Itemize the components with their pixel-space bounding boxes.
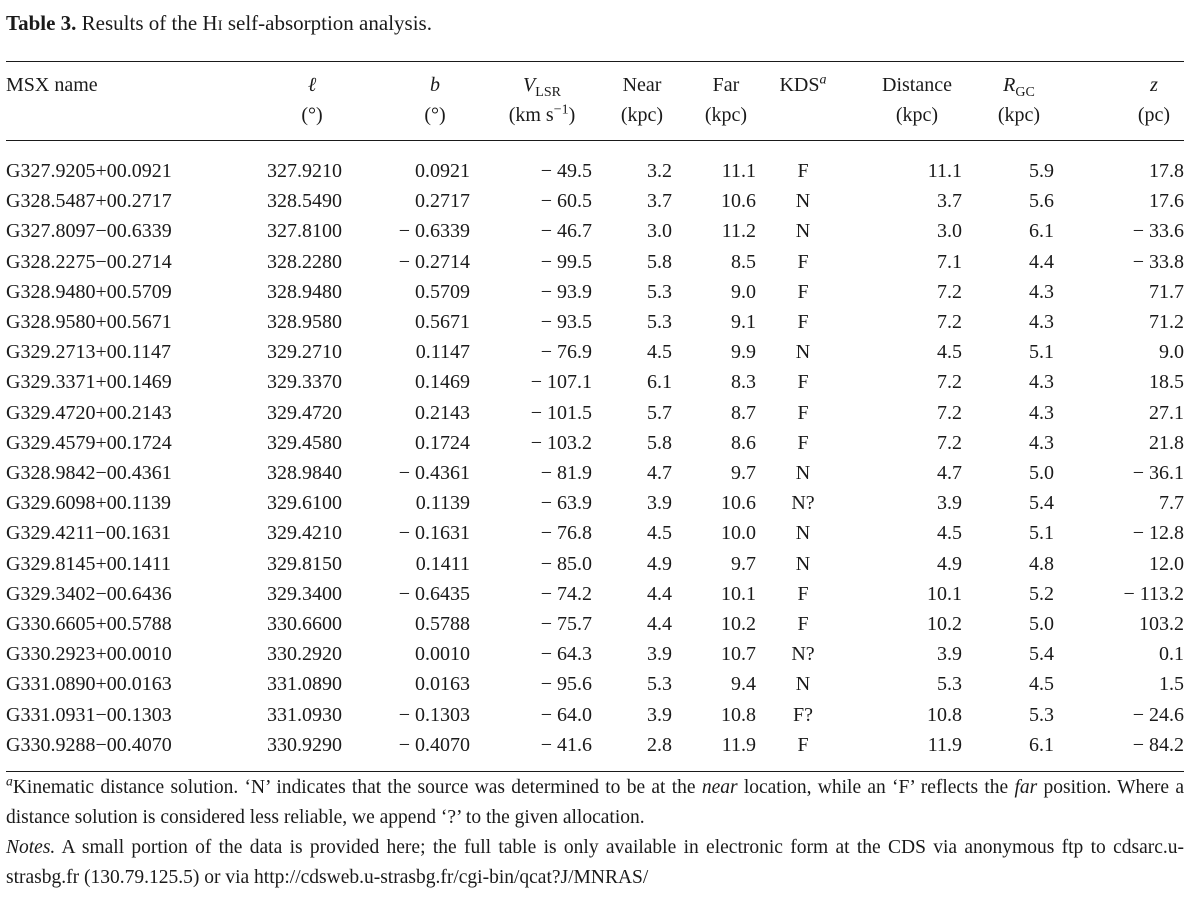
cell-vlsr: − 93.5 xyxy=(540,311,592,334)
footnote-a xyxy=(6,773,1184,833)
cell-b: − 0.4361 xyxy=(398,462,470,485)
cell-near: 3.0 xyxy=(647,220,672,243)
cell-l: 328.9580 xyxy=(267,311,342,334)
cell-z: 71.2 xyxy=(1149,311,1184,334)
cell-z: 0.1 xyxy=(1159,643,1184,666)
cell-distance: 7.1 xyxy=(937,250,962,273)
header-distance xyxy=(850,70,962,100)
cell-near: 4.9 xyxy=(647,552,672,575)
cell-distance: 7.2 xyxy=(937,431,962,454)
cell-distance: 3.9 xyxy=(937,643,962,666)
cell-z: 1.5 xyxy=(1159,673,1184,696)
cell-distance: 3.9 xyxy=(937,492,962,515)
cell-kds: N xyxy=(795,552,811,575)
notes-text: A small portion of the data is provided here; the full table is only available in electronic form at the CDS via anonymous ftp to cdsarc.u-strasbg.fr (130.79.125.5) or via http://cdsweb.u-strasbg.fr/cgi-bin/qcat?J/MNRAS/ xyxy=(6,837,1184,888)
cell-b: 0.1724 xyxy=(415,431,470,454)
table-row xyxy=(6,186,1184,216)
cell-z: 27.1 xyxy=(1149,401,1184,424)
cell-far: 9.7 xyxy=(731,552,756,575)
cell-vlsr: − 93.9 xyxy=(540,280,592,303)
cell-far: 9.0 xyxy=(731,280,756,303)
cell-l: 327.9210 xyxy=(267,160,342,182)
cell-z: − 84.2 xyxy=(1132,733,1184,756)
cell-vlsr: − 76.9 xyxy=(540,341,592,364)
cell-kds: F xyxy=(797,311,809,334)
header-vlsr-unit xyxy=(492,100,592,130)
header-distance-label: Distance xyxy=(882,74,952,96)
cell-far: 9.9 xyxy=(731,341,756,364)
cell-b: 0.1147 xyxy=(415,341,470,364)
cell-z: 71.7 xyxy=(1149,280,1184,303)
cell-kds: F xyxy=(797,431,809,454)
cell-rgc: 5.4 xyxy=(1029,492,1054,515)
cell-vlsr: − 64.0 xyxy=(540,703,592,726)
cell-vlsr: − 81.9 xyxy=(540,462,592,485)
caption-smallcaps: I xyxy=(217,18,223,34)
cell-kds: N xyxy=(795,190,811,213)
cell-msx-name: G328.5487+00.2717 xyxy=(6,190,172,213)
cell-z: − 36.1 xyxy=(1132,462,1184,485)
cell-far: 11.9 xyxy=(721,733,756,756)
cell-l: 329.4720 xyxy=(267,401,342,424)
header-row-1 xyxy=(6,70,1184,100)
cell-vlsr: − 75.7 xyxy=(540,613,592,636)
cell-b: 0.5709 xyxy=(415,280,470,303)
cell-rgc: 6.1 xyxy=(1029,733,1054,756)
cell-kds: F xyxy=(797,401,809,424)
cell-rgc: 5.4 xyxy=(1029,643,1054,666)
cell-distance: 7.2 xyxy=(937,311,962,334)
cell-msx-name: G327.9205+00.0921 xyxy=(6,160,172,182)
cell-far: 8.7 xyxy=(731,401,756,424)
cell-distance: 3.0 xyxy=(937,220,962,243)
cell-b: 0.1139 xyxy=(415,492,470,515)
cell-far: 10.7 xyxy=(721,643,756,666)
table-notes xyxy=(6,833,1184,893)
cell-l: 328.9840 xyxy=(267,462,342,485)
cell-msx-name: G329.8145+00.1411 xyxy=(6,552,171,575)
cell-rgc: 4.3 xyxy=(1029,371,1054,394)
caption-label: Table 3. xyxy=(6,11,77,35)
notes-label: Notes. xyxy=(6,837,56,858)
caption-text-before: Results of the H xyxy=(81,11,218,35)
cell-l: 331.0890 xyxy=(267,673,342,696)
cell-rgc: 6.1 xyxy=(1029,220,1054,243)
cell-vlsr: − 63.9 xyxy=(540,492,592,515)
cell-z: 18.5 xyxy=(1149,371,1184,394)
cell-vlsr: − 41.6 xyxy=(540,733,592,756)
cell-far: 10.0 xyxy=(721,522,756,545)
table-row xyxy=(6,156,1184,186)
header-b-unit: (°) xyxy=(424,104,446,126)
cell-z: 9.0 xyxy=(1159,341,1184,364)
cell-rgc: 5.1 xyxy=(1029,522,1054,545)
header-rgc xyxy=(962,70,1054,100)
table-row xyxy=(6,669,1184,699)
cell-msx-name: G328.9842−00.4361 xyxy=(6,462,172,485)
cell-far: 11.1 xyxy=(721,160,756,182)
cell-distance: 4.9 xyxy=(937,552,962,575)
table-body xyxy=(6,156,1184,760)
cell-kds: F xyxy=(797,160,809,182)
cell-distance: 11.1 xyxy=(927,160,962,182)
cell-l: 328.5490 xyxy=(267,190,342,213)
cell-near: 4.5 xyxy=(647,341,672,364)
cell-z: 12.0 xyxy=(1149,552,1184,575)
header-z-unit: (pc) xyxy=(1137,104,1171,126)
table-row xyxy=(6,488,1184,518)
header-v-symbol: V xyxy=(523,74,536,96)
cell-z: 21.8 xyxy=(1149,431,1184,454)
table-row xyxy=(6,549,1184,579)
cell-l: 329.4580 xyxy=(267,431,342,454)
header-z-symbol: z xyxy=(1150,74,1158,96)
cell-far: 8.6 xyxy=(731,431,756,454)
cell-msx-name: G331.0890+00.0163 xyxy=(6,673,172,696)
cell-msx-name: G327.8097−00.6339 xyxy=(6,220,172,243)
cell-distance: 10.1 xyxy=(927,582,962,605)
cell-b: − 0.6435 xyxy=(398,582,470,605)
header-rgc-unit: (kpc) xyxy=(997,104,1041,126)
cell-kds: F xyxy=(797,280,809,303)
cell-msx-name: G331.0931−00.1303 xyxy=(6,703,172,726)
cell-kds: F xyxy=(797,250,809,273)
cell-z: − 12.8 xyxy=(1132,522,1184,545)
table-row xyxy=(6,247,1184,277)
caption-text-after: self-absorption analysis. xyxy=(222,11,432,35)
table-bottom-rule xyxy=(6,771,1184,772)
table-row xyxy=(6,398,1184,428)
cell-kds: N xyxy=(795,220,811,243)
cell-z: − 24.6 xyxy=(1132,703,1184,726)
cell-b: 0.0163 xyxy=(415,673,470,696)
cell-near: 5.7 xyxy=(647,401,672,424)
cell-l: 328.9480 xyxy=(267,280,342,303)
cell-far: 8.3 xyxy=(731,371,756,394)
cell-rgc: 5.0 xyxy=(1029,462,1054,485)
cell-near: 5.3 xyxy=(647,311,672,334)
header-near xyxy=(592,70,672,100)
cell-z: 103.2 xyxy=(1139,613,1184,636)
cell-l: 328.2280 xyxy=(267,250,342,273)
footnote-text-1: Kinematic distance solution. ‘N’ indicates that the source was determined to be at the xyxy=(12,777,702,798)
cell-distance: 7.2 xyxy=(937,280,962,303)
cell-far: 10.8 xyxy=(721,703,756,726)
cell-z: 7.7 xyxy=(1159,492,1184,515)
table-row xyxy=(6,700,1184,730)
cell-near: 4.7 xyxy=(647,462,672,485)
cell-kds: F xyxy=(797,582,809,605)
cell-near: 5.3 xyxy=(647,673,672,696)
cell-rgc: 4.3 xyxy=(1029,401,1054,424)
cell-vlsr: − 85.0 xyxy=(540,552,592,575)
cell-distance: 10.8 xyxy=(927,703,962,726)
cell-near: 2.8 xyxy=(647,733,672,756)
cell-kds: N? xyxy=(791,643,815,666)
cell-l: 329.3370 xyxy=(267,371,342,394)
cell-kds: F? xyxy=(793,703,813,726)
header-rgc-label xyxy=(984,70,1054,100)
cell-vlsr: − 60.5 xyxy=(540,190,592,213)
table-row xyxy=(6,518,1184,548)
header-v-sub: LSR xyxy=(535,85,561,100)
cell-distance: 11.9 xyxy=(927,733,962,756)
cell-b: 0.5671 xyxy=(415,311,470,334)
header-vlsr-label xyxy=(492,70,592,100)
header-far xyxy=(672,70,756,100)
cell-b: 0.5788 xyxy=(415,613,470,636)
cell-vlsr: − 103.2 xyxy=(530,431,592,454)
cell-msx-name: G328.2275−00.2714 xyxy=(6,250,172,273)
cell-far: 9.1 xyxy=(731,311,756,334)
cell-b: − 0.1303 xyxy=(398,703,470,726)
cell-l: 331.0930 xyxy=(267,703,342,726)
header-v-unit-post: ) xyxy=(568,104,576,126)
cell-l: 329.6100 xyxy=(267,492,342,515)
cell-msx-name: G329.6098+00.1139 xyxy=(6,492,171,515)
cell-rgc: 5.1 xyxy=(1029,341,1054,364)
footnote-mark: a xyxy=(6,773,13,789)
table-caption xyxy=(6,8,432,41)
header-far-label: Far xyxy=(712,74,740,96)
cell-msx-name: G328.9580+00.5671 xyxy=(6,311,172,334)
cell-msx-name: G329.4211−00.1631 xyxy=(6,522,171,545)
cell-distance: 4.5 xyxy=(937,522,962,545)
cell-far: 11.2 xyxy=(721,220,756,243)
cell-vlsr: − 49.5 xyxy=(540,160,592,182)
header-near-label: Near xyxy=(622,74,662,96)
table-row xyxy=(6,337,1184,367)
cell-near: 4.4 xyxy=(647,582,672,605)
header-msx-name: MSX name xyxy=(6,74,98,96)
cell-vlsr: − 95.6 xyxy=(540,673,592,696)
table-header xyxy=(6,70,1184,156)
cell-l: 329.4210 xyxy=(267,522,342,545)
cell-msx-name: G329.2713+00.1147 xyxy=(6,341,171,364)
header-row-2 xyxy=(6,100,1184,140)
cell-distance: 7.2 xyxy=(937,371,962,394)
table-row xyxy=(6,367,1184,397)
cell-kds: N xyxy=(795,341,811,364)
table-row xyxy=(6,216,1184,246)
cell-kds: N xyxy=(795,673,811,696)
cell-far: 10.2 xyxy=(721,613,756,636)
cell-b: 0.1469 xyxy=(415,371,470,394)
table-row xyxy=(6,730,1184,760)
cell-rgc: 5.3 xyxy=(1029,703,1054,726)
cell-msx-name: G329.4720+00.2143 xyxy=(6,401,172,424)
cell-near: 3.9 xyxy=(647,703,672,726)
cell-b: 0.2717 xyxy=(415,190,470,213)
cell-near: 4.4 xyxy=(647,613,672,636)
cell-distance: 10.2 xyxy=(927,613,962,636)
header-v-unit-pre: (km s xyxy=(508,104,554,126)
cell-l: 330.2920 xyxy=(267,643,342,666)
cell-l: 330.9290 xyxy=(267,733,342,756)
cell-distance: 4.5 xyxy=(937,341,962,364)
cell-near: 3.7 xyxy=(647,190,672,213)
cell-vlsr: − 101.5 xyxy=(530,401,592,424)
cell-kds: N xyxy=(795,522,811,545)
cell-vlsr: − 99.5 xyxy=(540,250,592,273)
cell-b: − 0.6339 xyxy=(398,220,470,243)
cell-msx-name: G330.9288−00.4070 xyxy=(6,733,172,756)
table-row xyxy=(6,458,1184,488)
cell-distance: 7.2 xyxy=(937,401,962,424)
cell-rgc: 5.2 xyxy=(1029,582,1054,605)
cell-l: 329.3400 xyxy=(267,582,342,605)
cell-far: 10.6 xyxy=(721,492,756,515)
cell-near: 3.2 xyxy=(647,160,672,182)
cell-near: 3.9 xyxy=(647,643,672,666)
header-distance-unit: (kpc) xyxy=(895,104,939,126)
cell-l: 330.6600 xyxy=(267,613,342,636)
table-row xyxy=(6,579,1184,609)
cell-near: 4.5 xyxy=(647,522,672,545)
cell-rgc: 4.3 xyxy=(1029,311,1054,334)
header-b-symbol: b xyxy=(430,74,440,96)
cell-z: 17.6 xyxy=(1149,190,1184,213)
cell-b: − 0.4070 xyxy=(398,733,470,756)
cell-b: 0.2143 xyxy=(415,401,470,424)
header-v-unit-sup: −1 xyxy=(553,102,569,118)
cell-rgc: 4.5 xyxy=(1029,673,1054,696)
cell-kds: N xyxy=(795,462,811,485)
header-l-unit: (°) xyxy=(301,104,323,126)
header-z xyxy=(1054,70,1184,100)
cell-msx-name: G329.3371+00.1469 xyxy=(6,371,172,394)
cell-rgc: 4.3 xyxy=(1029,280,1054,303)
header-far-unit: (kpc) xyxy=(704,104,748,126)
cell-vlsr: − 74.2 xyxy=(540,582,592,605)
cell-kds: F xyxy=(797,733,809,756)
cell-distance: 5.3 xyxy=(937,673,962,696)
cell-rgc: 4.3 xyxy=(1029,431,1054,454)
cell-near: 3.9 xyxy=(647,492,672,515)
cell-vlsr: − 64.3 xyxy=(540,643,592,666)
header-kds-label: KDS xyxy=(779,74,820,96)
cell-z: − 33.6 xyxy=(1132,220,1184,243)
cell-z: − 113.2 xyxy=(1123,582,1184,605)
footnote-far-word: far xyxy=(1014,777,1038,798)
header-rgc-symbol: R xyxy=(1003,74,1016,96)
cell-msx-name: G330.6605+00.5788 xyxy=(6,613,172,636)
cell-far: 9.4 xyxy=(731,673,756,696)
table-row xyxy=(6,307,1184,337)
cell-rgc: 5.0 xyxy=(1029,613,1054,636)
cell-l: 327.8100 xyxy=(267,220,342,243)
footnote-text-2: location, while an ‘F’ reflects the xyxy=(737,777,1015,798)
cell-msx-name: G328.9480+00.5709 xyxy=(6,280,172,303)
header-kds xyxy=(756,70,850,100)
cell-kds: F xyxy=(797,371,809,394)
cell-vlsr: − 46.7 xyxy=(540,220,592,243)
cell-z: 17.8 xyxy=(1149,160,1184,182)
cell-far: 10.1 xyxy=(721,582,756,605)
table-row xyxy=(6,277,1184,307)
cell-distance: 4.7 xyxy=(937,462,962,485)
footnote-text-3: position. Where a distance solution is considered less reliable, we append ‘?’ to the given allocation. xyxy=(6,777,1185,828)
table-top-rule xyxy=(6,61,1184,62)
cell-l: 329.2710 xyxy=(267,341,342,364)
cell-rgc: 5.6 xyxy=(1029,190,1054,213)
cell-msx-name: G330.2923+00.0010 xyxy=(6,643,172,666)
cell-msx-name: G329.4579+00.1724 xyxy=(6,431,172,454)
header-vlsr xyxy=(470,70,592,100)
header-l-symbol: ℓ xyxy=(307,74,317,96)
header-l xyxy=(228,70,342,100)
table-row xyxy=(6,609,1184,639)
header-rgc-sub: GC xyxy=(1015,85,1035,100)
table-row xyxy=(6,428,1184,458)
results-table xyxy=(6,70,1184,760)
cell-z: − 33.8 xyxy=(1132,250,1184,273)
cell-b: − 0.1631 xyxy=(398,522,470,545)
cell-kds: F xyxy=(797,613,809,636)
cell-far: 8.5 xyxy=(731,250,756,273)
cell-b: 0.0010 xyxy=(415,643,470,666)
cell-far: 10.6 xyxy=(721,190,756,213)
cell-b: − 0.2714 xyxy=(398,250,470,273)
cell-near: 6.1 xyxy=(647,371,672,394)
cell-near: 5.8 xyxy=(647,431,672,454)
cell-near: 5.8 xyxy=(647,250,672,273)
table-footnotes xyxy=(6,773,1184,893)
header-kds-sup: a xyxy=(819,72,827,88)
cell-near: 5.3 xyxy=(647,280,672,303)
cell-msx-name: G329.3402−00.6436 xyxy=(6,582,172,605)
cell-rgc: 5.9 xyxy=(1029,160,1054,182)
cell-distance: 3.7 xyxy=(937,190,962,213)
cell-rgc: 4.4 xyxy=(1029,250,1054,273)
footnote-near-word: near xyxy=(701,777,738,798)
cell-far: 9.7 xyxy=(731,462,756,485)
header-near-unit: (kpc) xyxy=(620,104,664,126)
cell-vlsr: − 76.8 xyxy=(540,522,592,545)
cell-b: 0.1411 xyxy=(415,552,470,575)
cell-vlsr: − 107.1 xyxy=(530,371,592,394)
table-row xyxy=(6,639,1184,669)
cell-b: 0.0921 xyxy=(415,160,470,182)
cell-l: 329.8150 xyxy=(267,552,342,575)
cell-kds: N? xyxy=(791,492,815,515)
header-b xyxy=(342,70,470,100)
cell-rgc: 4.8 xyxy=(1029,552,1054,575)
